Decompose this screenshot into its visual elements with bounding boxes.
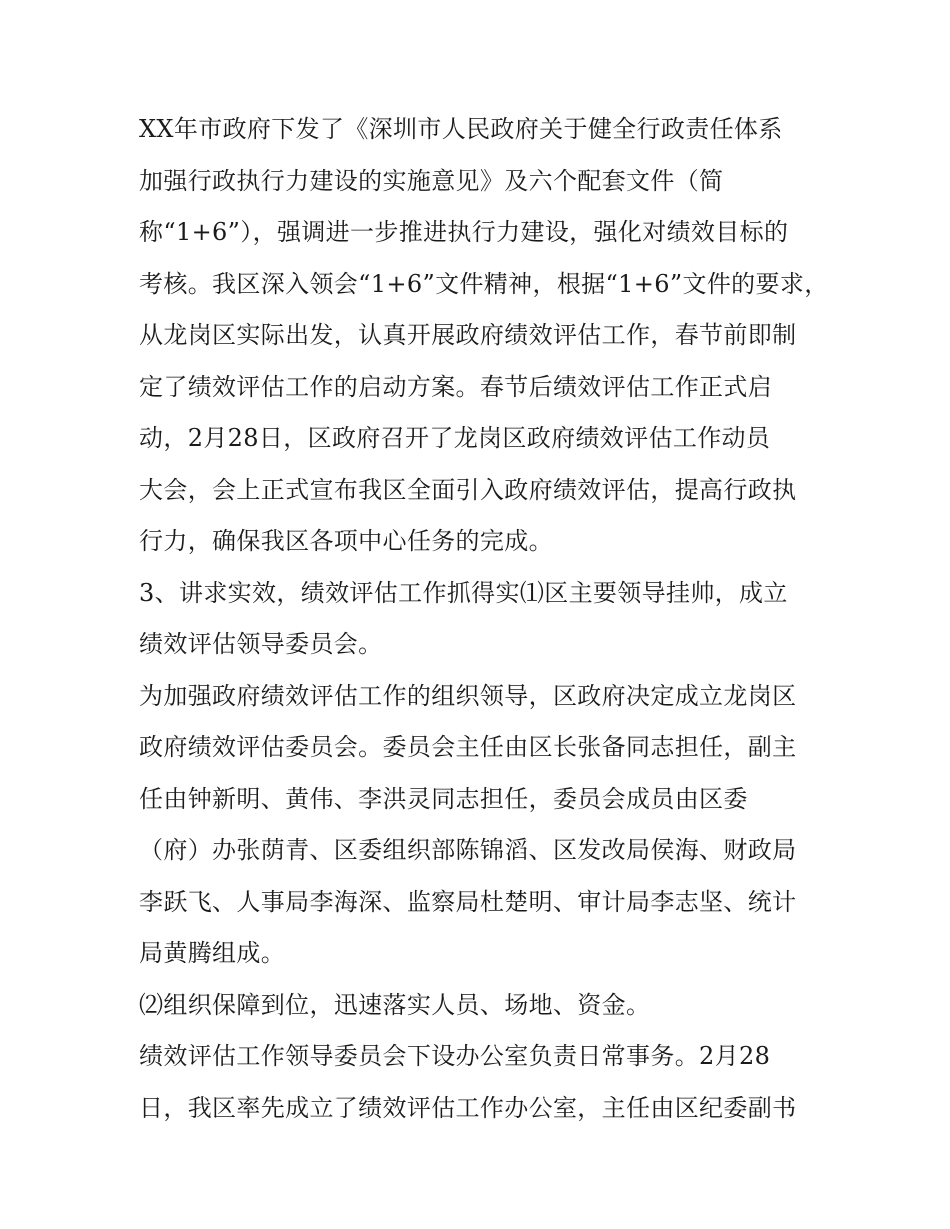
text-line-9: 行力，确保我区各项中心任务的完成。	[139, 527, 553, 555]
text-line-11: 绩效评估领导委员会。	[139, 630, 383, 658]
text-line-3: 称“1+6”），强调进一步推进执行力建设，强化对绩效目标的	[139, 218, 789, 246]
text-line-18: ⑵组织保障到位，迅速落实人员、场地、资金。	[139, 990, 651, 1019]
text-line-14: 任由钟新明、黄伟、李洪灵同志担任，委员会成员由区委	[139, 784, 748, 813]
text-line-17: 局黄腾组成。	[139, 939, 286, 967]
text-line-10: 3、讲求实效，绩效评估工作抓得实⑴区主要领导挂帅，成立	[139, 578, 788, 607]
text-line-6: 定了绩效评估工作的启动方案。春节后绩效评估工作正式启	[139, 372, 773, 401]
text-line-13: 政府绩效评估委员会。委员会主任由区长张备同志担任，副主	[139, 733, 797, 761]
text-line-2: 加强行政执行力建设的实施意见》及六个配套文件（简	[139, 166, 724, 195]
text-line-20: 日，我区率先成立了绩效评估工作办公室，主任由区纪委副书	[139, 1093, 797, 1122]
text-line-5: 从龙岗区实际出发，认真开展政府绩效评估工作，春节前即制	[139, 321, 797, 349]
text-line-4: 考核。我区深入领会“1+6”文件精神，根据“1+6”文件的要求，	[139, 269, 829, 298]
text-line-19: 绩效评估工作领导委员会下设办公室负责日常事务。2月28	[139, 1042, 771, 1070]
text-line-15: （府）办张荫青、区委组织部陈锦滔、区发改局侯海、财政局	[139, 836, 797, 864]
text-line-16: 李跃飞、人事局李海深、监察局杜楚明、审计局李志坚、统计	[139, 887, 797, 916]
document-body	[139, 104, 829, 1134]
text-line-8: 大会，会上正式宣布我区全面引入政府绩效评估，提高行政执	[139, 475, 797, 504]
text-line-12: 为加强政府绩效评估工作的组织领导，区政府决定成立龙岗区	[139, 681, 797, 710]
text-line-7: 动，2月28日，区政府召开了龙岗区政府绩效评估工作动员	[139, 424, 771, 452]
text-line-1: XX年市政府下发了《深圳市人民政府关于健全行政责任体系	[139, 115, 783, 143]
